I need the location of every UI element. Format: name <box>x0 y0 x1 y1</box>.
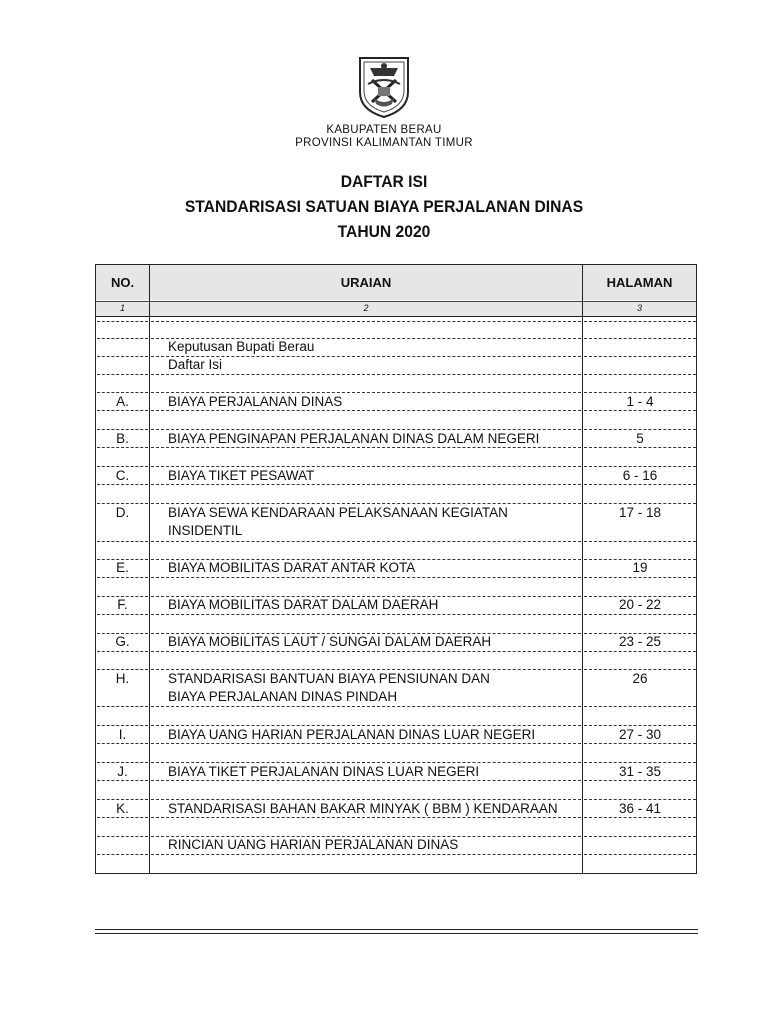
row-separator <box>151 651 581 652</box>
column-header-uraian: URAIAN <box>340 275 392 290</box>
column-number-1: 1 <box>119 303 125 313</box>
row-separator <box>97 338 148 339</box>
kabupaten-berau-coat-of-arms-logo <box>356 54 412 120</box>
row-number: E. <box>116 560 129 575</box>
column-header-halaman: HALAMAN <box>606 275 673 290</box>
row-page-range: 5 <box>636 431 644 446</box>
row-separator <box>151 374 581 375</box>
row-separator <box>584 854 696 855</box>
row-separator <box>97 706 148 707</box>
row-number: D. <box>115 505 130 520</box>
row-separator <box>151 577 581 578</box>
region-name-regency: KABUPATEN BERAU <box>326 124 442 136</box>
row-description: STANDARISASI BANTUAN BIAYA PENSIUNAN DAN <box>168 671 490 686</box>
row-description: BIAYA UANG HARIAN PERJALANAN DINAS LUAR NEGERI <box>168 727 536 742</box>
row-separator <box>151 614 581 615</box>
row-separator <box>97 651 148 652</box>
row-separator <box>584 614 696 615</box>
document-title: DAFTAR ISI <box>340 172 428 191</box>
row-separator <box>97 321 148 322</box>
row-description: BIAYA TIKET PESAWAT <box>168 468 315 483</box>
column-number-2: 2 <box>363 303 369 313</box>
row-separator <box>584 836 696 837</box>
document-year: TAHUN 2020 <box>337 222 431 241</box>
row-separator <box>151 854 581 855</box>
row-number: I. <box>118 727 127 742</box>
row-number: C. <box>115 468 130 483</box>
row-description-continued: BIAYA PERJALANAN DINAS PINDAH <box>168 689 398 704</box>
row-separator <box>97 836 148 837</box>
row-page-range: 23 - 25 <box>618 634 662 649</box>
row-separator <box>584 374 696 375</box>
row-description: BIAYA MOBILITAS LAUT / SUNGAI DALAM DAERAH <box>168 634 492 649</box>
row-separator <box>584 338 696 339</box>
row-separator <box>151 321 581 322</box>
row-page-range: 27 - 30 <box>618 727 662 742</box>
footer-rule <box>95 929 698 930</box>
row-page-range: 1 - 4 <box>626 394 654 409</box>
region-name-province: PROVINSI KALIMANTAN TIMUR <box>295 137 473 149</box>
row-description: Daftar Isi <box>168 357 223 372</box>
row-page-range: 26 <box>632 671 648 686</box>
row-number: J. <box>117 764 128 779</box>
row-number: H. <box>115 671 130 686</box>
row-separator <box>151 706 581 707</box>
row-page-range: 6 - 16 <box>622 468 658 483</box>
row-separator <box>97 614 148 615</box>
row-separator <box>584 321 696 322</box>
row-separator <box>584 651 696 652</box>
row-separator <box>584 356 696 357</box>
row-separator <box>97 577 148 578</box>
row-separator <box>584 541 696 542</box>
column-number-3: 3 <box>636 303 642 313</box>
row-description: STANDARISASI BAHAN BAKAR MINYAK ( BBM ) KENDARAAN <box>168 801 558 816</box>
row-description: BIAYA PERJALANAN DINAS <box>168 394 343 409</box>
row-description: BIAYA TIKET PERJALANAN DINAS LUAR NEGERI <box>168 764 480 779</box>
document-subtitle: STANDARISASI SATUAN BIAYA PERJALANAN DINAS <box>184 197 584 216</box>
row-description: BIAYA PENGINAPAN PERJALANAN DINAS DALAM NEGERI <box>168 431 540 446</box>
row-number: F. <box>117 597 128 612</box>
row-separator <box>584 577 696 578</box>
row-description: BIAYA MOBILITAS DARAT DALAM DAERAH <box>168 597 439 612</box>
row-page-range: 36 - 41 <box>618 801 662 816</box>
row-number: G. <box>115 634 130 649</box>
row-separator <box>97 374 148 375</box>
row-description: BIAYA MOBILITAS DARAT ANTAR KOTA <box>168 560 416 575</box>
row-page-range: 20 - 22 <box>618 597 662 612</box>
row-page-range: 31 - 35 <box>618 764 662 779</box>
column-divider <box>149 264 150 874</box>
row-separator <box>97 854 148 855</box>
row-description: RINCIAN UANG HARIAN PERJALANAN DINAS <box>168 837 459 852</box>
row-description: BIAYA SEWA KENDARAAN PELAKSANAAN KEGIATAN <box>168 505 508 520</box>
row-number: K. <box>116 801 129 816</box>
footer-rule <box>95 933 698 934</box>
row-page-range: 19 <box>632 560 648 575</box>
column-header-no: NO. <box>110 275 135 290</box>
row-description: Keputusan Bupati Berau <box>168 339 315 354</box>
row-separator <box>97 541 148 542</box>
row-separator <box>151 541 581 542</box>
row-page-range: 17 - 18 <box>618 505 662 520</box>
row-description-continued: INSIDENTIL <box>168 523 243 538</box>
row-separator <box>97 356 148 357</box>
row-number: A. <box>116 394 129 409</box>
row-separator <box>584 706 696 707</box>
row-number: B. <box>116 431 129 446</box>
column-divider <box>582 264 583 874</box>
